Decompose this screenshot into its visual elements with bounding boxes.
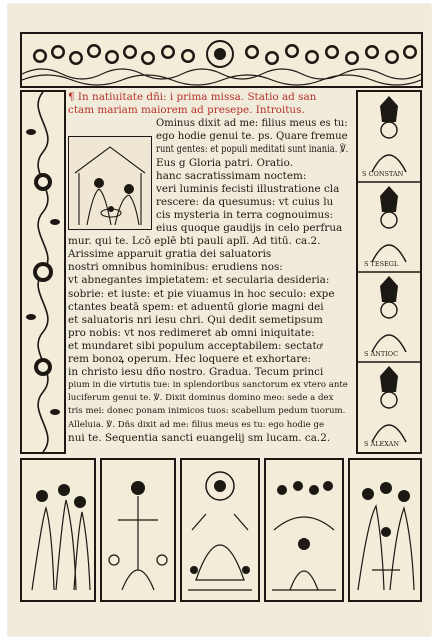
text-line: ego hodie genui te. ps. Quare fremue <box>156 130 348 143</box>
text-line: Alleluia. ℣. Dñs dixit ad me: filius meus es tu: ego hodie ge <box>68 419 325 430</box>
text-line: ¶ In natiuitate dñi: i prima missa. Statio ad san <box>68 92 317 103</box>
text-line: nostri omnibus hominibus: erudiens nos: <box>68 261 283 274</box>
saint-label-4: S ALEXAN <box>364 440 400 448</box>
book-page <box>8 4 431 636</box>
text-line: in christo iesu dño nostro. Gradua. Tecum princi <box>68 366 324 379</box>
bottom-panel-5 <box>348 458 422 602</box>
text-line: tris mei: donec ponam inimicos tuos: scabellum pedum tuorum. <box>68 406 346 417</box>
bottom-panel-4 <box>264 458 344 602</box>
text-line: Ominus dixit ad me: filius meus es tu: <box>156 117 348 130</box>
bottom-panel-3 <box>180 458 260 602</box>
bottom-panel-2 <box>100 458 176 602</box>
text-line: nui te. Sequentia sancti euangelij sm lucam. ca.2. <box>68 431 331 444</box>
text-line: ctam mariam maiorem ad presepe. Introitus. <box>68 104 305 117</box>
saint-label-3: S ANTIOC <box>364 350 399 358</box>
text-line: pro nobis: vt nos redimeret ab omni iniquitate: <box>68 326 315 339</box>
left-border-woodcut <box>20 90 66 454</box>
text-line: Eus g Gloria patri. Oratio. <box>156 156 294 169</box>
text-line: mur. qui te. Lcō eplē bti pauli aplī. Ad titū. ca.2. <box>68 235 321 248</box>
text-line: et saluatoris nri iesu chri. Qui dedit semetipsum <box>68 313 323 326</box>
text-line: cis mysteria in terra cognouimus: <box>156 208 334 221</box>
text-line: vt abnegantes impietatem: et secularia desideria: <box>68 274 330 287</box>
text-line: Arissime apparuit gratia dei saluatoris <box>68 248 272 261</box>
text-line: hanc sacratissimam noctem: <box>156 169 307 182</box>
text-line: runt gentes: et populi meditati sunt inania. ℣. <box>156 143 349 156</box>
saint-label-1: S CONSTAN <box>362 170 404 178</box>
text-line: et mundaret sibi populum acceptabilem: sectatoͣ <box>68 339 322 352</box>
text-line: ctantes beatā spem: et aduentū glorie magni dei <box>68 300 324 313</box>
text-line: pium in die virtutis tue: in splendoribus sanctorum ex vtero ante <box>68 380 348 391</box>
text-line: rescere: da quesumus: vt cuius lu <box>156 195 334 208</box>
saint-label-2: S TESEGL <box>364 260 399 268</box>
right-border-woodcut <box>356 90 422 454</box>
nativity-woodcut <box>68 136 152 230</box>
text-line: luciferum genui te. ℣. Dixit dominus domino meo: sede a dex <box>68 393 334 404</box>
bottom-panel-1 <box>20 458 96 602</box>
top-border-woodcut <box>20 32 423 88</box>
text-line: veri luminis fecisti illustratione cla <box>156 182 340 195</box>
main-text-block <box>68 92 350 448</box>
text-line: eius quoque gaudijs in celo perfrua <box>156 222 343 234</box>
text-line: sobrie: et iuste: et pie viuamus in hoc seculo: expe <box>68 287 335 300</box>
text-line: rem bonoꝝ operum. Hec loquere et exhortare: <box>68 353 311 365</box>
